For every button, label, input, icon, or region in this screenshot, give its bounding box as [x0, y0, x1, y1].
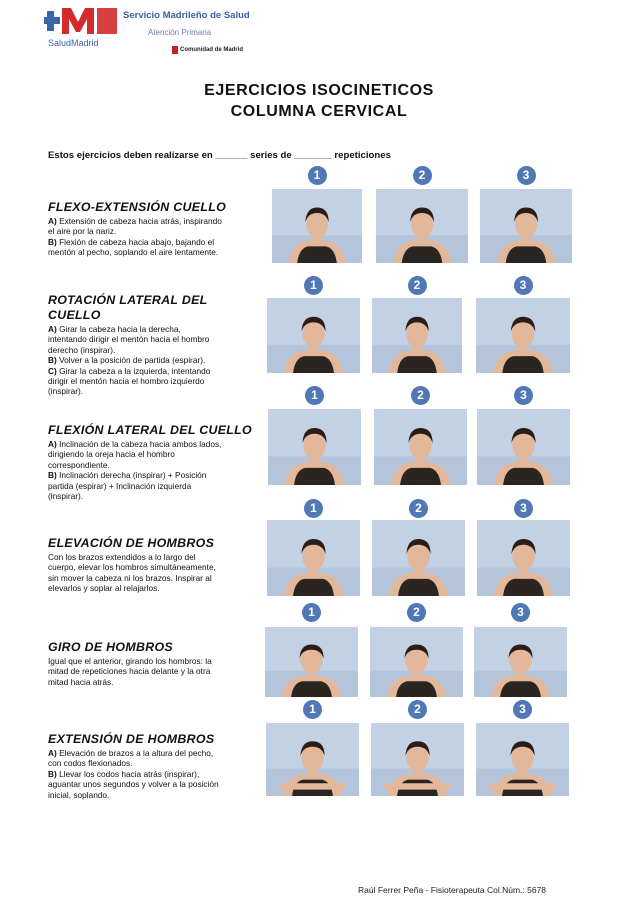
step-number-badge: 3 — [513, 700, 532, 719]
description-text: Girar la cabeza a la izquierda, intentando — [56, 365, 211, 376]
description-text: cuerpo, elevar los hombros simultáneamente, — [48, 562, 216, 573]
community-name: Comunidad de Madrid — [180, 47, 243, 53]
description-text: mitad de repeticiones hacia delante y la otra — [48, 666, 211, 677]
exercise-title: ELEVACIÓN DE HOMBROS — [48, 536, 215, 550]
exercise-description-line — [48, 345, 258, 355]
exercise-description-line — [48, 334, 258, 344]
exercise-title: GIRO DE HOMBROS — [48, 640, 173, 654]
step-number-badge: 2 — [407, 603, 426, 622]
description-text: Llevar los codos hacia atrás (inspirar), — [56, 768, 200, 779]
step-number-badge: 3 — [517, 166, 536, 185]
footer: Raúl Ferrer Peña - Fisioterapeuta Col.Núm.: 5678 — [358, 885, 547, 895]
exercise-photo — [480, 189, 572, 263]
exercise-photo — [371, 723, 464, 796]
org-name: Servicio Madrileño de Salud — [123, 10, 250, 21]
step-letter: A) — [48, 439, 57, 449]
exercise-photo — [474, 627, 567, 697]
page-subtitle: COLUMNA CERVICAL — [230, 103, 408, 120]
step-number-badge: 1 — [302, 603, 321, 622]
exercise-description-line — [48, 237, 258, 247]
description-text: Girar la cabeza hacia la derecha, — [56, 324, 181, 334]
exercise-section — [48, 640, 258, 687]
step-number-badge: 1 — [308, 166, 327, 185]
step-number-badge: 1 — [305, 386, 324, 405]
exercise-description-line — [48, 226, 258, 236]
exercise-title: ROTACIÓN LATERAL DEL CUELLO — [48, 293, 208, 322]
step-number-badge: 3 — [511, 603, 530, 622]
description-text: Igual que el anterior, girando los hombros: la — [48, 656, 212, 666]
exercise-section — [48, 200, 258, 258]
exercise-description-line — [48, 769, 258, 779]
exercise-description-line — [48, 583, 258, 593]
step-number-badge: 3 — [514, 386, 533, 405]
exercise-description-line — [48, 677, 258, 687]
exercise-description-line — [48, 376, 258, 386]
step-number-badge: 2 — [413, 166, 432, 185]
exercise-photo — [267, 520, 360, 596]
exercise-section — [48, 423, 258, 501]
exercise-description-line — [48, 748, 258, 758]
exercise-photo — [268, 409, 361, 485]
description-text: elevarlos y soplar al relajarlos. — [48, 583, 160, 594]
exercise-description-line — [48, 439, 258, 449]
exercise-description-line — [48, 449, 258, 459]
exercise-description-line — [48, 386, 258, 396]
exercise-description-line — [48, 552, 258, 562]
exercise-photo — [272, 189, 362, 263]
step-number-badge: 3 — [514, 276, 533, 295]
exercise-photo — [372, 520, 465, 596]
description-text: Con los brazos extendidos a lo largo del — [48, 552, 196, 562]
exercise-photo — [265, 627, 358, 697]
exercise-photo — [370, 627, 463, 697]
exercise-description-line — [48, 247, 258, 257]
exercise-description-line — [48, 573, 258, 583]
description-text: Flexión de cabeza hacia abajo, bajando el — [56, 236, 215, 247]
description-text: intentando dirigir el mentón hacia el hombro — [48, 334, 210, 345]
header — [44, 4, 274, 62]
exercise-description-line — [48, 790, 258, 800]
exercise-description-line — [48, 779, 258, 789]
instructions: Estos ejercicios deben realizarse en ______ series de _______ repeticiones — [48, 150, 391, 161]
org-sub: Atención Primaria — [148, 28, 212, 37]
description-text: Elevación de brazos a la altura del pecho, — [56, 748, 214, 758]
description-text: Inclinación derecha (inspirar) + Posición — [56, 470, 207, 481]
description-text: el aire por la nariz. — [48, 226, 117, 237]
description-text: mentón al pecho, soplando el aire lentamente. — [48, 247, 219, 258]
community-flag-icon — [172, 46, 178, 54]
exercise-description-line — [48, 758, 258, 768]
description-text: Inclinación de la cabeza hacia ambos lados, — [56, 439, 222, 449]
step-letter: A) — [48, 216, 57, 226]
exercise-section — [48, 536, 258, 594]
step-number-badge: 2 — [408, 276, 427, 295]
exercise-description-line — [48, 216, 258, 226]
exercise-photo — [376, 189, 468, 263]
step-number-badge: 1 — [304, 276, 323, 295]
step-number-badge: 2 — [409, 499, 428, 518]
exercise-section — [48, 293, 258, 397]
exercise-description-line — [48, 470, 258, 480]
step-letter: B) — [48, 768, 57, 779]
step-number-badge: 2 — [408, 700, 427, 719]
description-text: dirigir el mentón hacia el hombro izquierdo — [48, 376, 205, 387]
page-title: EJERCICIOS ISOCINETICOS — [204, 82, 434, 99]
exercise-photo — [374, 409, 467, 485]
description-text: mitad hacia atrás. — [48, 676, 114, 687]
exercise-description-line — [48, 666, 258, 676]
exercise-description-line — [48, 460, 258, 470]
exercise-description-line — [48, 562, 258, 572]
step-letter: A) — [48, 748, 57, 758]
exercise-description-line — [48, 491, 258, 501]
description-text: Volver a la posición de partida (espirar). — [56, 355, 206, 366]
description-text: aguantar unos segundos y volver a la posición — [48, 779, 219, 790]
exercise-photo — [476, 298, 570, 373]
step-letter: B) — [48, 355, 57, 366]
step-letter: C) — [48, 365, 57, 376]
exercise-description-line — [48, 656, 258, 666]
description-text: Extensión de cabeza hacia atrás, inspirando — [56, 216, 222, 226]
exercise-photo — [477, 409, 570, 485]
description-text: partida (espirar) + Inclinación izquierda — [48, 480, 192, 491]
description-text: sin mover la cabeza ni los brazos. Inspirar al — [48, 572, 212, 583]
exercise-photo — [372, 298, 462, 373]
step-number-badge: 2 — [411, 386, 430, 405]
description-text: (inspirar). — [48, 491, 84, 502]
exercise-description-line — [48, 366, 258, 376]
description-text: (inspirar). — [48, 386, 84, 397]
brand-name: SaludMadrid — [48, 38, 99, 48]
exercise-photo — [266, 723, 359, 796]
exercise-photo — [477, 520, 570, 596]
step-number-badge: 3 — [514, 499, 533, 518]
step-number-badge: 1 — [303, 700, 322, 719]
description-text: dirigiendo la oreja hacia el hombro — [48, 449, 175, 460]
exercise-description-line — [48, 481, 258, 491]
exercise-photo — [267, 298, 360, 373]
step-letter: B) — [48, 236, 57, 247]
exercise-photo — [476, 723, 569, 796]
description-text: inicial, soplando. — [48, 789, 110, 800]
step-number-badge: 1 — [304, 499, 323, 518]
exercise-description-line — [48, 324, 258, 334]
step-letter: A) — [48, 324, 57, 334]
description-text: correspondiente. — [48, 459, 110, 470]
exercise-section — [48, 732, 258, 800]
description-text: con codos flexionados. — [48, 758, 133, 769]
exercise-title: FLEXIÓN LATERAL DEL CUELLO — [48, 423, 252, 437]
exercise-title: EXTENSIÓN DE HOMBROS — [48, 732, 215, 746]
description-text: derecho (inspirar). — [48, 344, 116, 355]
step-letter: B) — [48, 470, 57, 481]
exercise-description-line — [48, 355, 258, 365]
exercise-title: FLEXO-EXTENSIÓN CUELLO — [48, 200, 227, 214]
